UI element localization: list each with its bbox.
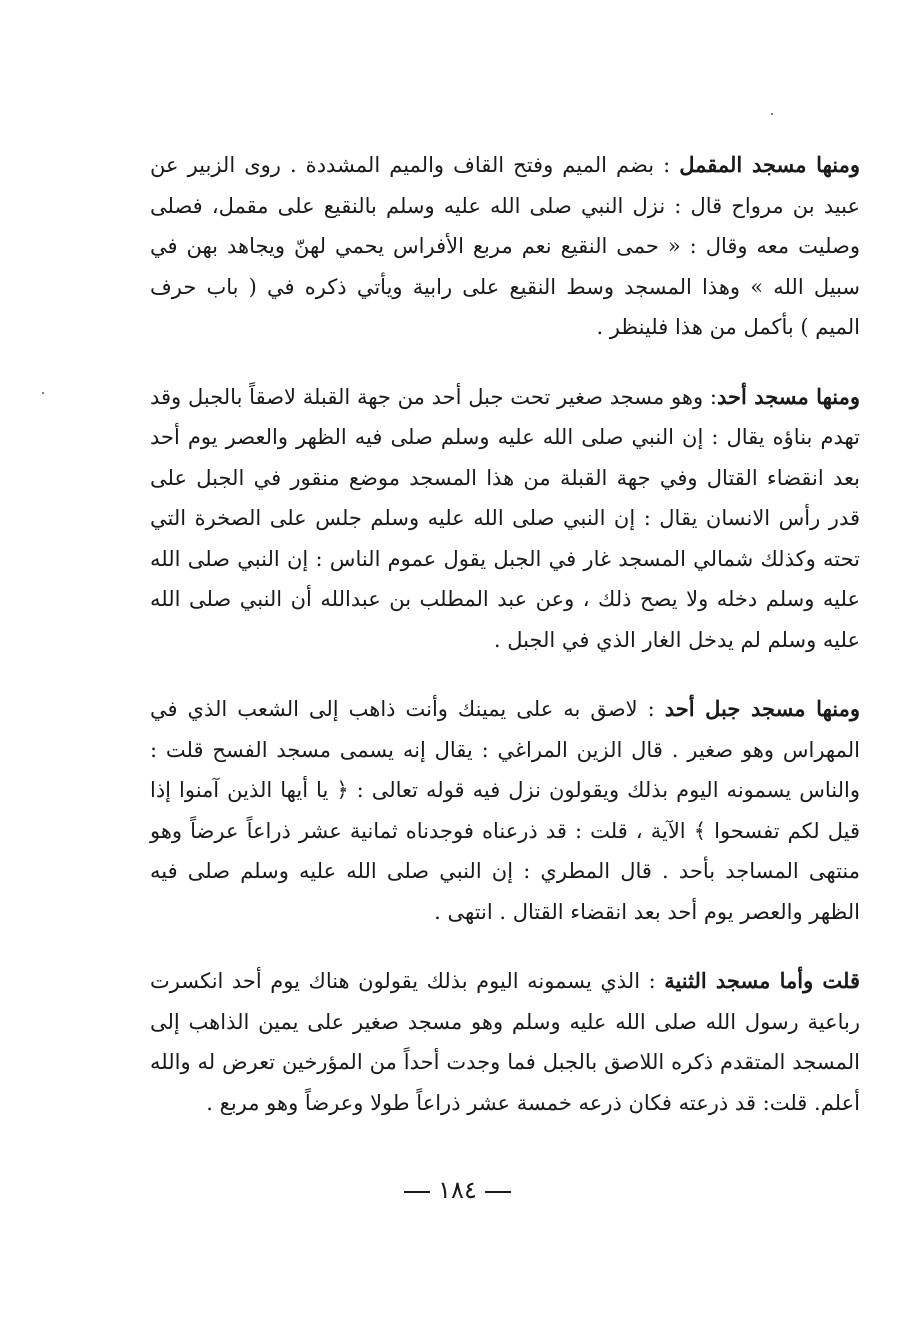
footer-dash-left bbox=[485, 1191, 511, 1193]
paragraph-text: : الذي يسمونه اليوم بذلك يقولون هناك يوم أحد انكسرت رباعية رسول الله صلى الله عليه وسلم وهو مسجد صغير على يمين الذاهب إلى المسجد المتقدم ذكره اللاصق بالجبل فما وجدت أحداً من المؤرخين تعرض له والله أعلم. قلت: قد ذرعته فكان ذرعه خمسة عشر ذراعاً طولا وعرضاً وهو مربع . bbox=[150, 969, 860, 1115]
paragraph-masjid-al-thaniya bbox=[150, 961, 860, 1123]
paragraph-masjid-jabal-uhud bbox=[150, 689, 860, 932]
paragraph-masjid-al-muqmal bbox=[150, 145, 860, 348]
paragraph-masjid-uhud bbox=[150, 377, 860, 661]
paragraph-heading: ومنها مسجد جبل أحد bbox=[664, 696, 860, 721]
page-footer bbox=[0, 1176, 915, 1204]
paragraph-text: : لاصق به على يمينك وأنت ذاهب إلى الشعب الذي في المهراس وهو صغير . قال الزين المراغي : يقال إنه يسمى مسجد الفسح قلت : والناس يسمونه اليوم بذلك ويقولون نزل فيه قوله تعالى : ﴿ يا أيها الذين آمنوا إذا قيل لكم تفسحوا ﴾ الآية ، قلت : قد ذرعناه فوجدناه ثمانية عشر ذراعاً عرضاً وهو منتهى المساجد بأحد . قال المطري : إن النبي صلى الله عليه وسلم صلى فيه الظهر والعصر يوم أحد بعد انقضاء القتال . انتهى . bbox=[150, 697, 860, 924]
page-body bbox=[150, 145, 860, 1123]
page-number: ١٨٤ bbox=[438, 1176, 477, 1204]
paragraph-heading: قلت وأما مسجد الثنية bbox=[664, 968, 860, 993]
paragraph-text: : بضم الميم وفتح القاف والميم المشددة . روى الزبير عن عبيد بن مرواح قال : نزل النبي صلى الله عليه وسلم بالنقيع على مقمل، فصلى وصليت معه وقال : « حمى النقيع نعم مربع الأفراس يحمي لهنّ ويجاهد بهن في سبيل الله » وهذا المسجد وسط النقيع على رابية ويأتي ذكره في ( باب حرف الميم ) بأكمل من هذا فلينظر . bbox=[150, 153, 860, 339]
scan-speck bbox=[42, 392, 44, 394]
scan-speck bbox=[771, 113, 773, 115]
paragraph-heading: ومنها مسجد أحد bbox=[716, 383, 860, 409]
paragraph-heading: ومنها مسجد المقمل bbox=[679, 152, 860, 177]
paragraph-text: : وهو مسجد صغير تحت جبل أحد من جهة القبلة لاصقاً بالجبل وقد تهدم بناؤه يقال : إن النبي صلى الله عليه وسلم صلى فيه الظهر والعصر يوم أحد بعد انقضاء القتال وفي جهة القبلة من هذا المسجد موضع منقور في الجبل على قدر رأس الانسان يقال : إن النبي صلى الله عليه وسلم جلس على الصخرة التي تحته وكذلك شمالي المسجد غار في الجبل يقول عموم الناس : إن النبي صلى الله عليه وسلم دخله ولا يصح ذلك ، وعن عبد المطلب بن عبدالله أن النبي صلى الله عليه وسلم لم يدخل الغار الذي في الجبل . bbox=[150, 384, 860, 652]
footer-dash-right bbox=[404, 1191, 430, 1193]
